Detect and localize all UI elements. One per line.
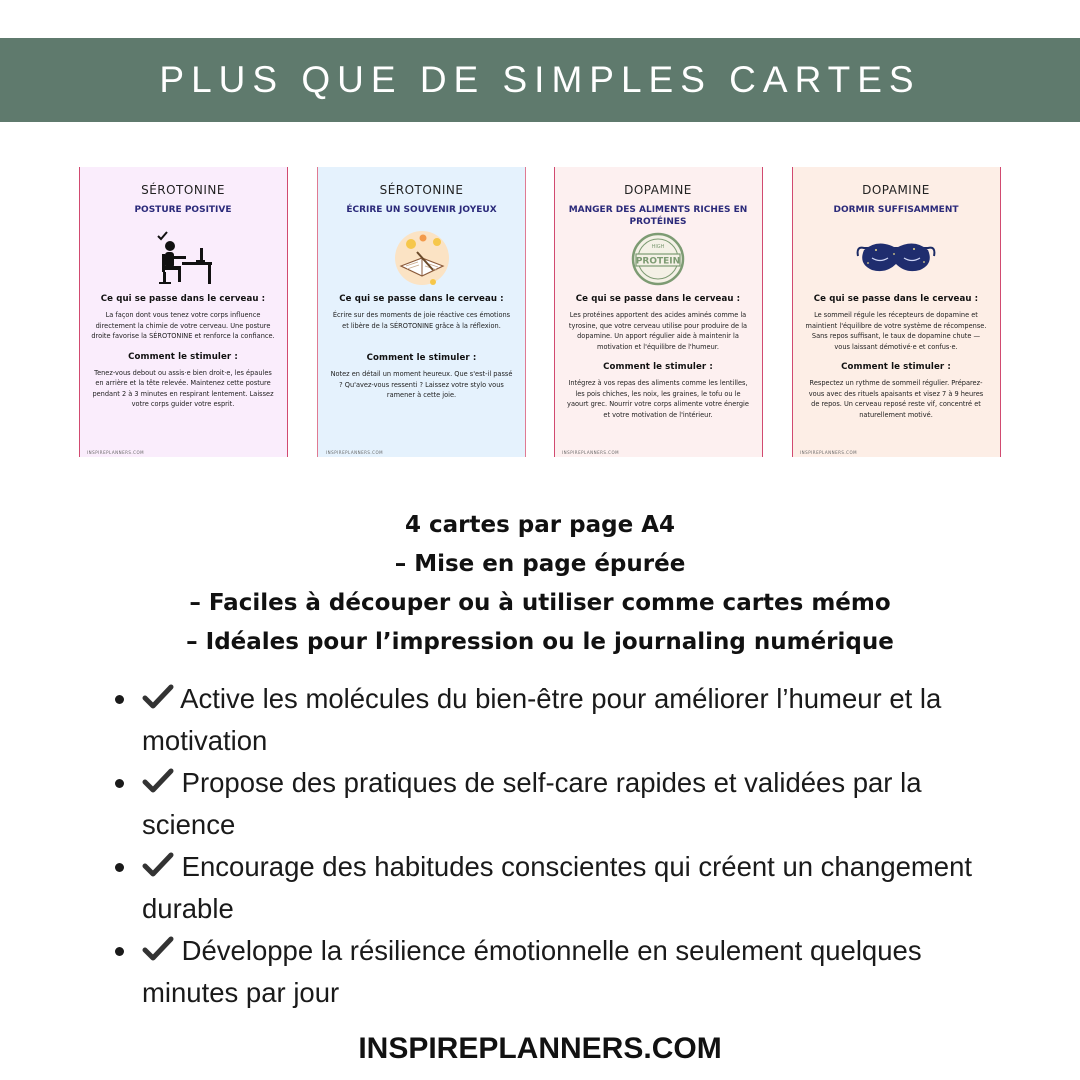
card-brain-text: Écrire sur des moments de joie réactive ces émotions et libère de la SÉROTONINE grâce à la réflexion. <box>332 311 511 330</box>
card-brain-text: Les protéines apportent des acides aminés comme la tyrosine, que votre cerveau utilise pour produire de la dopamine. Un apport régulier aide à maintenir la motivation et l'équilibre de l'humeur. <box>568 311 748 351</box>
card-brain-heading: Ce qui se passe dans le cerveau : <box>575 294 741 304</box>
check-mark-icon <box>142 935 174 963</box>
card-stim-text: Intégrez à vos repas des aliments comme les lentilles, les pois chiches, les noix, les graines, le tofu ou le yaourt grec. Nourrir votre corps alimente votre énergie et votre motivation de l'intérieur. <box>567 379 749 419</box>
stamp-top-text: HIGH <box>651 244 665 250</box>
card-stim-text: Respectez un rythme de sommeil régulier. Préparez-vous avec des rituels apaisants et visez 7 à 9 heures de repos. Un cerveau reposé reste vif, concentré et naturellement motivé. <box>808 379 984 419</box>
card-title: DORMIR SUFFISAMMENT <box>833 205 959 215</box>
card-hormone: DOPAMINE <box>624 183 692 197</box>
feature-line: – Faciles à découper ou à utiliser comme cartes mémo <box>189 590 891 616</box>
card-brain-heading: Ce qui se passe dans le cerveau : <box>100 294 266 304</box>
card-hormone: SÉROTONINE <box>379 183 464 197</box>
benefit-item <box>112 930 1012 1014</box>
feature-line: – Idéales pour l’impression ou le journaling numérique <box>186 629 894 655</box>
card-serotonin-journal <box>317 167 526 457</box>
journal-icon <box>326 230 517 288</box>
card-footer: INSPIREPLANNERS.COM <box>326 450 384 455</box>
card-dopamine-sleep <box>792 167 1001 457</box>
benefit-text: Active les molécules du bien-être pour améliorer l’humeur et la motivation <box>142 683 942 756</box>
feature-line: – Mise en page épurée <box>394 551 686 577</box>
card-hormone: DOPAMINE <box>862 183 930 197</box>
card-dopamine-protein <box>554 167 763 457</box>
card-footer: INSPIREPLANNERS.COM <box>800 450 858 455</box>
banner-title: PLUS QUE DE SIMPLES CARTES <box>159 59 921 100</box>
check-mark-icon <box>142 851 174 879</box>
card-stim-heading: Comment le stimuler : <box>366 353 477 363</box>
card-title: MANGER DES ALIMENTS RICHES EN PROTÉINES <box>568 205 748 227</box>
stamp-word-text: PROTEIN <box>635 256 681 267</box>
check-mark-icon <box>142 767 174 795</box>
feature-line: 4 cartes par page A4 <box>405 512 675 538</box>
features-list <box>0 506 1080 662</box>
card-footer: INSPIREPLANNERS.COM <box>87 450 145 455</box>
sleep-mask-icon <box>800 230 992 288</box>
card-brain-heading: Ce qui se passe dans le cerveau : <box>813 294 979 304</box>
card-stim-heading: Comment le stimuler : <box>841 362 951 372</box>
website-url: INSPIREPLANNERS.COM <box>358 1032 722 1065</box>
card-title: POSTURE POSITIVE <box>134 205 232 215</box>
card-brain-heading: Ce qui se passe dans le cerveau : <box>339 294 504 304</box>
title-banner <box>0 38 1080 122</box>
card-stim-text: Notez en détail un moment heureux. Que s'est-il passé ? Qu'avez-vous ressenti ? Laissez votre stylo vous ramener à cette joie. <box>330 370 513 399</box>
card-stim-text: Tenez-vous debout ou assis·e bien droit·e, les épaules en arrière et la tête relevée. Maintenez cette posture pendant 2 à 3 minutes en respirant lentement. Laissez votre corps guider votre esprit. <box>92 368 274 408</box>
card-title: ÉCRIRE UN SOUVENIR JOYEUX <box>346 205 497 215</box>
benefits-list <box>112 678 1012 1014</box>
card-hormone: SÉROTONINE <box>141 183 225 197</box>
protein-stamp-icon <box>562 230 754 288</box>
benefit-item <box>112 762 1012 846</box>
benefit-item <box>112 678 1012 762</box>
person-at-desk-icon <box>87 230 279 288</box>
card-serotonin-posture <box>79 167 288 457</box>
check-mark-icon <box>142 683 174 711</box>
card-footer: INSPIREPLANNERS.COM <box>562 450 620 455</box>
benefit-text: Développe la résilience émotionnelle en seulement quelques minutes par jour <box>142 935 922 1008</box>
card-brain-text: La façon dont vous tenez votre corps influence directement la chimie de votre cerveau. Une posture droite favorise la SÉROTONINE et renforce la confiance. <box>91 311 275 340</box>
card-stim-heading: Comment le stimuler : <box>603 362 713 372</box>
benefit-text: Propose des pratiques de self-care rapides et validées par la science <box>142 767 922 840</box>
benefit-item <box>112 846 1012 930</box>
card-stim-heading: Comment le stimuler : <box>128 351 238 362</box>
card-brain-text: Le sommeil régule les récepteurs de dopamine et maintient l'équilibre de votre système de récompense. Sans repos suffisant, le taux de dopamine chute — vous laissant démotivé·e et confus·e. <box>805 311 987 351</box>
benefit-text: Encourage des habitudes conscientes qui créent un changement durable <box>142 851 973 924</box>
